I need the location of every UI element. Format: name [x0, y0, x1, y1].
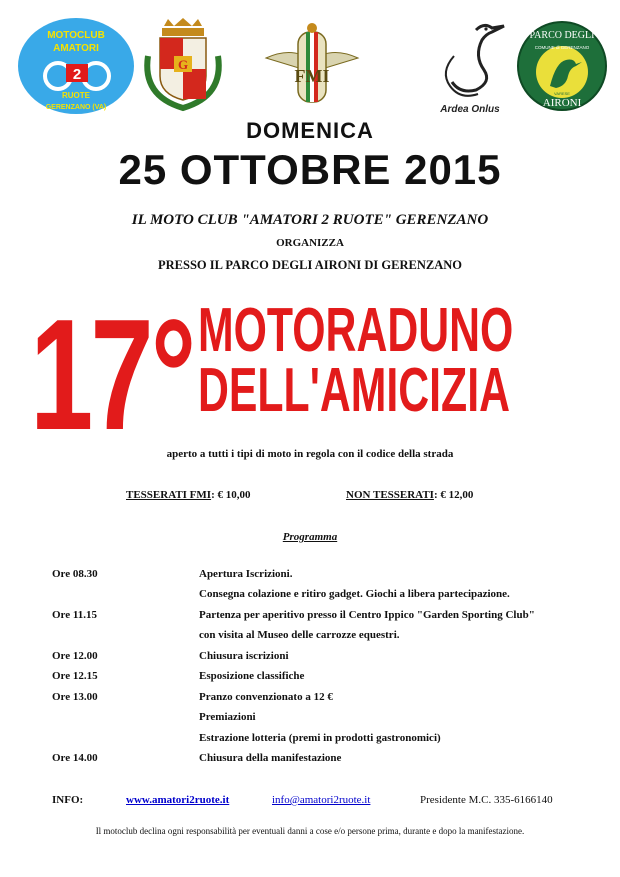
- svg-text:FMI: FMI: [294, 66, 330, 86]
- event-date: 25 OTTOBRE 2015: [118, 146, 502, 193]
- info-label: INFO:: [52, 794, 84, 806]
- svg-text:2: 2: [72, 66, 82, 83]
- motoclub-logo: [16, 16, 136, 116]
- venue-line: PRESSO IL PARCO DEGLI AIRONI DI GERENZANO: [158, 258, 462, 272]
- ardea-onlus-logo: [430, 16, 510, 116]
- price-non-label: NON TESSERATI: [346, 489, 434, 501]
- program-desc: Premiazioni: [199, 711, 256, 723]
- disclaimer: Il motoclub declina ogni responsabilità per eventuali danni a cose e/o persone prima, durante e dopo la manifestazione.: [95, 826, 525, 836]
- fmi-logo: [262, 20, 362, 114]
- open-to-all-note: aperto a tutti i tipi di moto in regola con il codice della strada: [166, 448, 454, 460]
- programma-title: Programma: [282, 531, 338, 543]
- program-desc: Consegna colazione e ritiro gadget. Giochi a libera partecipazione.: [199, 588, 510, 600]
- program-desc: Apertura Iscrizioni.: [199, 568, 293, 580]
- program-desc: Esposizione classifiche: [199, 670, 305, 682]
- program-desc: Partenza per aperitivo presso il Centro Ippico "Garden Sporting Club": [199, 609, 535, 621]
- program-desc: Chiusura iscrizioni: [199, 650, 289, 662]
- program-time: Ore 14.00: [52, 752, 98, 764]
- price-non-value: : € 12,00: [433, 489, 474, 501]
- price-non-fmi: [346, 489, 473, 501]
- price-fmi-value: : € 10,00: [211, 489, 251, 501]
- title-motoraduno: MOTORADUNO: [198, 296, 514, 365]
- program-time: Ore 13.00: [52, 691, 98, 703]
- club-line: IL MOTO CLUB "AMATORI 2 RUOTE" GERENZANO: [131, 212, 489, 228]
- svg-text:RUOTE: RUOTE: [62, 91, 90, 100]
- svg-text:AMATORI: AMATORI: [53, 43, 99, 54]
- logo-row: [0, 12, 620, 117]
- program-time: Ore 08.30: [52, 568, 98, 580]
- svg-text:G: G: [177, 57, 189, 72]
- svg-text:MOTOCLUB: MOTOCLUB: [47, 30, 105, 41]
- website-link[interactable]: www.amatori2ruote.it: [126, 794, 230, 806]
- president-contact: Presidente M.C. 335-6166140: [420, 794, 553, 806]
- program-desc: Estrazione lotteria (premi in prodotti gastronomici): [199, 732, 441, 744]
- event-day: DOMENICA: [246, 118, 374, 143]
- email-link[interactable]: info@amatori2ruote.it: [272, 794, 371, 806]
- svg-text:VARESE: VARESE: [554, 91, 570, 96]
- svg-text:COMUNE di GERENZANO: COMUNE di GERENZANO: [534, 45, 590, 50]
- program-desc: Pranzo convenzionato a 12 €: [199, 691, 333, 703]
- program-time: Ore 12.15: [52, 670, 98, 682]
- title-amicizia: DELL'AMICIZIA: [198, 356, 510, 425]
- edition-number: 17°: [30, 287, 194, 463]
- program-time: Ore 12.00: [52, 650, 98, 662]
- parco-aironi-logo: [516, 16, 608, 116]
- svg-text:GERENZANO (VA): GERENZANO (VA): [45, 104, 107, 111]
- svg-text:AIRONI: AIRONI: [542, 97, 582, 109]
- program-desc: con visita al Museo delle carrozze equestri.: [199, 629, 400, 641]
- price-fmi: [126, 489, 251, 501]
- coat-of-arms-icon: [138, 16, 228, 112]
- organizza-label: ORGANIZZA: [276, 237, 344, 249]
- price-fmi-label: TESSERATI FMI: [126, 489, 212, 501]
- svg-text:Ardea Onlus: Ardea Onlus: [440, 104, 500, 115]
- program-time: Ore 11.15: [52, 609, 98, 621]
- svg-text:PARCO DEGLI: PARCO DEGLI: [529, 30, 595, 41]
- program-desc: Chiusura della manifestazione: [199, 752, 342, 764]
